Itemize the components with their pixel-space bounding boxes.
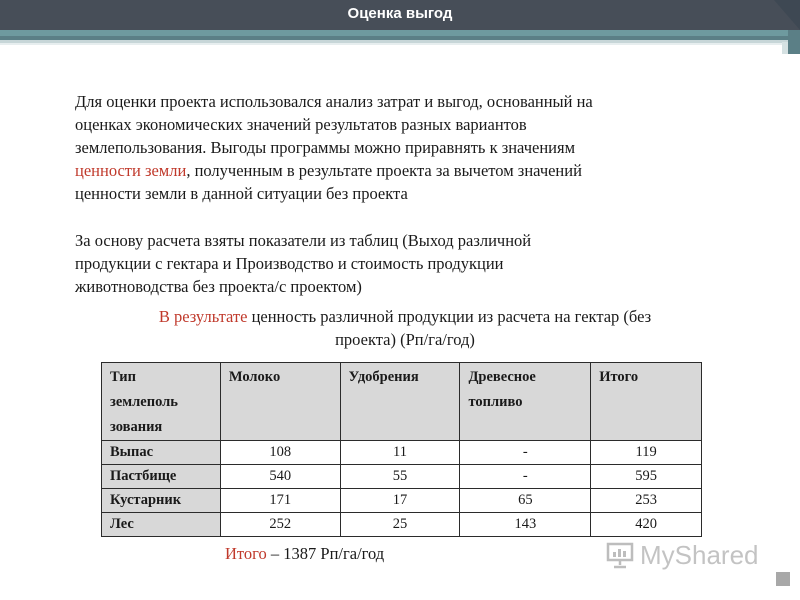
header-corner-decoration: [774, 0, 800, 30]
table-row: [102, 489, 702, 513]
cell-total: 595: [591, 465, 702, 489]
cell-fertilizer: 55: [340, 465, 460, 489]
watermark-text: MyShared: [640, 539, 759, 570]
header-stripe: [0, 43, 800, 45]
result-paragraph: В результате ценность различной продукции из расчета на гектар (без проекта) (Рп/га/год): [158, 307, 652, 349]
cell-milk: 252: [220, 513, 340, 537]
presentation-icon: [606, 541, 634, 569]
cell-wood: 65: [460, 489, 591, 513]
table-row: [102, 441, 702, 465]
cell-total: 253: [591, 489, 702, 513]
total-value: – 1387 Рп/га/год: [266, 544, 385, 563]
cell-fertilizer: 17: [340, 489, 460, 513]
header-land-use-type: Тип землеполь зования: [102, 363, 221, 441]
row-type: Выпас: [102, 441, 221, 465]
basis-paragraph: За основу расчета взяты показатели из таблиц (Выход различной продукции с гектара и Производство и стоимость продукции животноводства без проекта/с проектом): [75, 231, 532, 296]
cell-milk: 171: [220, 489, 340, 513]
slide-title: Оценка выгод: [347, 5, 453, 22]
highlight-result: В результате: [158, 307, 248, 326]
total-label: Итого: [225, 544, 267, 563]
cell-total: 119: [591, 441, 702, 465]
value-table: [101, 362, 702, 537]
header-fertilizer: Удобрения: [340, 363, 460, 441]
cell-wood: -: [460, 441, 591, 465]
watermark: [606, 537, 759, 573]
table-row: [102, 513, 702, 537]
table-row: [102, 465, 702, 489]
cell-milk: 540: [220, 465, 340, 489]
cell-wood: 143: [460, 513, 591, 537]
cell-wood: -: [460, 465, 591, 489]
header-total: Итого: [591, 363, 702, 441]
slide-header: [0, 0, 800, 30]
cell-total: 420: [591, 513, 702, 537]
cell-fertilizer: 11: [340, 441, 460, 465]
highlight-land-value: ценности земли: [75, 161, 187, 180]
header-side-decoration: [782, 42, 788, 54]
total-summary: [225, 544, 384, 564]
row-type: Пастбище: [102, 465, 221, 489]
cell-fertilizer: 25: [340, 513, 460, 537]
row-type: Лес: [102, 513, 221, 537]
row-type: Кустарник: [102, 489, 221, 513]
cell-milk: 108: [220, 441, 340, 465]
table-header-row: [102, 363, 702, 441]
header-wood-fuel: Древесное топливо: [460, 363, 591, 441]
header-milk: Молоко: [220, 363, 340, 441]
intro-paragraph: Для оценки проекта использовался анализ затрат и выгод, основанный на оценках экономических значений результатов разных вариантов землепользования. Выгоды программы можно приравнять к значениям ценности земли, полученным в результате проекта за вычетом значений ценности земли в данной ситуации без проекта: [75, 92, 593, 203]
corner-decoration: [776, 572, 790, 586]
header-side-decoration: [788, 30, 800, 54]
